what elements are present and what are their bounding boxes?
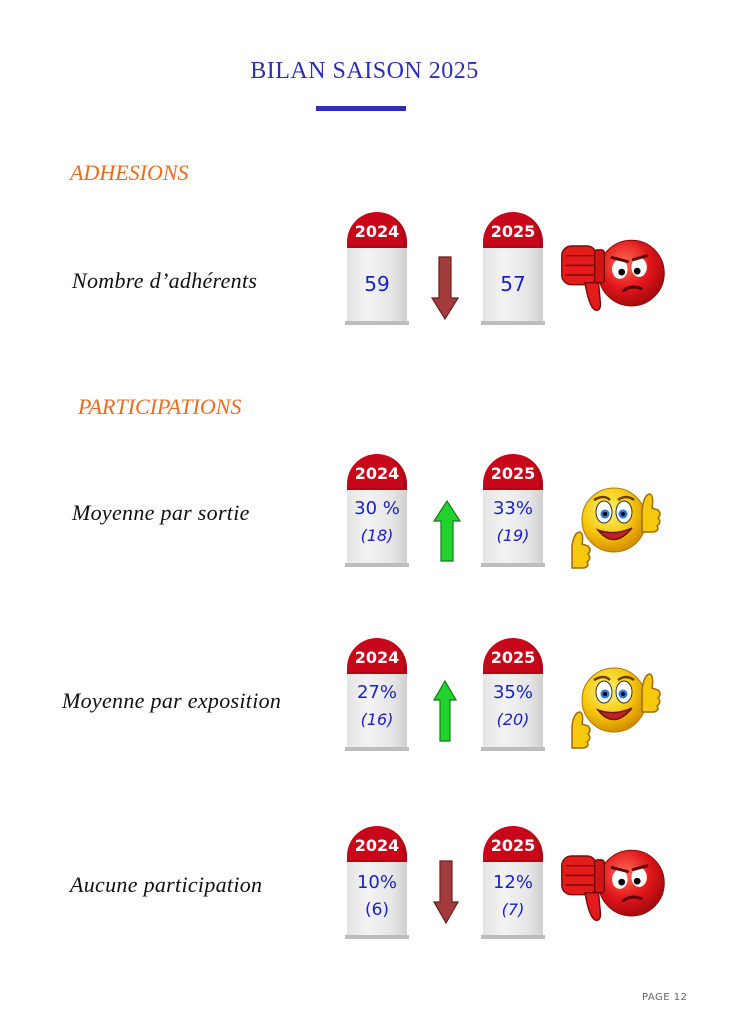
value-2025: 33% (492, 498, 533, 519)
year-label: 2024 (354, 648, 400, 667)
row-label-adherents: Nombre d’adhérents (72, 268, 258, 293)
count-2024: (6) (364, 900, 390, 920)
milestone-base (345, 747, 409, 751)
arrow-up-icon (433, 500, 461, 562)
value-2024: 30 % (354, 498, 400, 519)
value-2025: 12% (492, 872, 533, 893)
thumbs-down-emoji-icon (556, 232, 672, 320)
milestone-2024-adherents (347, 212, 407, 322)
count-2024: (16) (360, 710, 394, 729)
milestone-2025-adherents (483, 212, 543, 322)
milestone-2024-sortie (347, 454, 407, 564)
year-label: 2025 (490, 836, 536, 855)
milestone-base (481, 747, 545, 751)
year-label: 2024 (354, 836, 400, 855)
arrow-down-icon (433, 860, 459, 924)
value-2025: 35% (492, 682, 533, 703)
page-number: PAGE 12 (642, 992, 688, 1003)
milestone-2024-exposition (347, 638, 407, 748)
thumbs-down-emoji-icon (556, 842, 672, 930)
count-2025: (7) (501, 900, 525, 919)
value-2024: 10% (356, 872, 397, 893)
count-2024: (18) (360, 526, 394, 545)
milestone-base (481, 563, 545, 567)
year-label: 2025 (490, 464, 536, 483)
milestone-2025-exposition (483, 638, 543, 748)
milestone-2025-aucune (483, 826, 543, 936)
section-participations: PARTICIPATIONS (78, 394, 242, 419)
arrow-down-icon (431, 256, 459, 320)
milestone-2025-sortie (483, 454, 543, 564)
value-2024: 27% (356, 682, 397, 703)
count-2025: (20) (496, 710, 530, 729)
value-2024: 59 (364, 272, 390, 296)
year-label: 2024 (354, 464, 400, 483)
milestone-base (481, 935, 545, 939)
milestone-base (345, 321, 409, 325)
thumbs-up-emoji-icon (564, 660, 664, 750)
thumbs-up-emoji-icon (564, 480, 664, 570)
year-label: 2024 (354, 222, 400, 241)
count-2025: (19) (496, 526, 530, 545)
milestone-2024-aucune (347, 826, 407, 936)
year-label: 2025 (490, 222, 536, 241)
row-label-exposition: Moyenne par exposition (62, 688, 282, 713)
row-label-sortie: Moyenne par sortie (72, 500, 250, 525)
milestone-base (345, 935, 409, 939)
page-title: BILAN SAISON 2025 (250, 58, 479, 84)
milestone-base (481, 321, 545, 325)
milestone-base (345, 563, 409, 567)
section-adhesions: ADHESIONS (70, 160, 189, 185)
year-label: 2025 (490, 648, 536, 667)
arrow-up-icon (433, 680, 457, 742)
row-label-aucune: Aucune participation (70, 872, 263, 897)
value-2025: 57 (500, 272, 526, 296)
title-underline (316, 106, 406, 111)
